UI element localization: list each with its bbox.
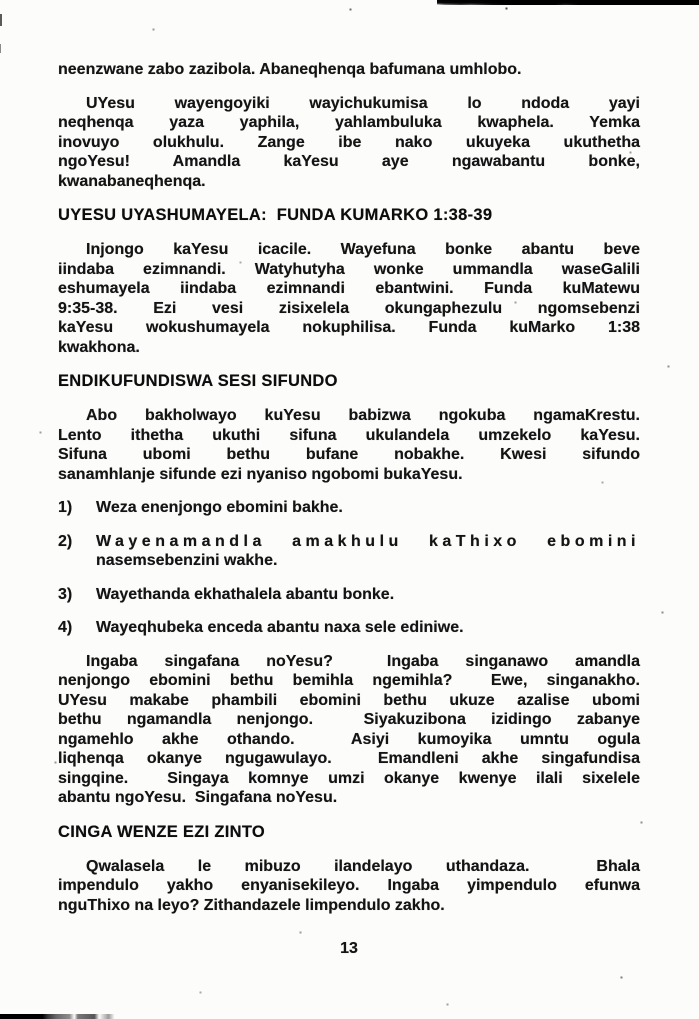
text-line: liqhenqa okanye ngugawulayo. Emandleni akhe singafundisa xyxy=(58,750,640,767)
text-line: iindaba ezimnandi. Watyhutyha wonke ummandla waseGalili xyxy=(58,260,640,278)
item-body xyxy=(96,532,640,571)
paragraph xyxy=(58,240,640,357)
text-line: Wayethanda ekhathalela abantu bonke. xyxy=(96,585,395,603)
text-line: neenzwane zabo zazibola. Abaneqhenqa bafumana umhlobo. xyxy=(58,61,522,78)
scan-artifact-left-mark xyxy=(0,44,1,53)
numbered-item xyxy=(58,585,640,605)
text-line: Wayeqhubeka enceda abantu naxa sele ediniwe. xyxy=(96,619,464,636)
section-heading: UYESU UYASHUMAYELA: FUNDA KUMARKO 1:38-39 xyxy=(58,206,493,224)
item-number: 1) xyxy=(58,499,73,516)
text-column xyxy=(58,60,640,959)
numbered-item xyxy=(58,618,640,638)
section-heading: ENDIKUFUNDISWA SESI SIFUNDO xyxy=(58,372,338,390)
numbered-item xyxy=(58,532,640,571)
paragraph xyxy=(58,60,640,80)
scan-artifact-top-edge xyxy=(437,0,699,5)
text-line: Wayenamandla amakhulu kaThixo ebomini xyxy=(96,532,640,550)
text-line: nenjongo ebomini bethu bemihla ngemihla? Ewe, singanakho. xyxy=(58,672,640,689)
text-line: Lento ithetha ukuthi sifuna ukulandela umzekelo kaYesu. xyxy=(58,426,640,444)
item-number: 3) xyxy=(58,585,73,603)
text-line: Weza enenjongo ebomini bakhe. xyxy=(96,499,343,516)
scan-noise-specks xyxy=(0,0,1,1)
text-line: inovuyo olukhulu. Zange ibe nako ukuyeka ukuthetha xyxy=(58,133,640,151)
item-body xyxy=(96,498,640,518)
section-heading: CINGA WENZE EZI ZINTO xyxy=(58,822,266,841)
scan-artifact-bottom-edge xyxy=(0,1014,118,1019)
text-line: Qwalasela le mibuzo ilandelayo uthandaza. Bhala xyxy=(86,857,640,875)
numbered-item xyxy=(58,498,640,518)
text-line: singqine. Singaya komnye umzi okanye kwenye ilali sixelele xyxy=(58,769,640,787)
text-line: UYesu makabe phambili ebomini bethu ukuze azalise ubomi xyxy=(58,691,640,709)
text-line: UYesu wayengoyiki wayichukumisa lo ndoda yayi xyxy=(86,94,640,112)
page-number: 13 xyxy=(340,940,358,957)
item-number: 2) xyxy=(58,532,73,550)
text-line: Injongo kaYesu icacile. Wayefuna bonke abantu beve xyxy=(86,241,640,258)
paragraph xyxy=(58,406,640,484)
text-line: Sifuna ubomi bethu bufane nobakhe. Kwesi sifundo xyxy=(58,446,640,463)
item-number: 4) xyxy=(58,619,73,636)
paragraph xyxy=(58,94,640,192)
text-line: nguThixo na leyo? Zithandazele limpendulo zakho. xyxy=(58,896,445,914)
paragraph xyxy=(58,857,640,916)
text-line: kaYesu wokushumayela nokuphilisa. Funda kuMarko 1:38 xyxy=(58,319,640,336)
text-line: abantu ngoYesu. Singafana noYesu. xyxy=(58,789,338,806)
text-line: kwakhona. xyxy=(58,338,140,356)
text-line: Ingaba singafana noYesu? Ingaba singanawo amandla xyxy=(86,652,640,670)
item-body xyxy=(96,585,640,605)
scan-artifact-left-mark xyxy=(0,14,2,26)
text-line: 9:35-38. Ezi vesi zisixelela okungaphezulu ngomsebenzi xyxy=(58,299,640,317)
text-line: neqhenqa yaza yaphila, yahlambuluka kwaphela. Yemka xyxy=(58,114,640,131)
text-line: bethu ngamandla nenjongo. Siyakuzibona izidingo zabanye xyxy=(58,711,640,728)
text-line: ngoYesu! Amandla kaYesu aye ngawabantu bonke, xyxy=(58,153,640,170)
text-line: kwanabaneqhenqa. xyxy=(58,172,206,190)
text-line: Abo bakholwayo kuYesu babizwa ngokuba ngamaKrestu. xyxy=(86,407,640,424)
text-line: ngamehlo akhe othando. Asiyi kumoyika umntu ogula xyxy=(58,730,640,748)
text-line: nasemsebenzini wakhe. xyxy=(96,552,278,569)
text-line: impendulo yakho enyanisekileyo. Ingaba yimpendulo efunwa xyxy=(58,877,640,894)
paragraph xyxy=(58,652,640,808)
text-line: sanamhlanje sifunde ezi nyaniso ngobomi bukaYesu. xyxy=(58,465,463,483)
text-line: eshumayela iindaba ezimnandi ebantwini. Funda kuMatewu xyxy=(58,280,640,297)
item-body xyxy=(96,618,640,638)
